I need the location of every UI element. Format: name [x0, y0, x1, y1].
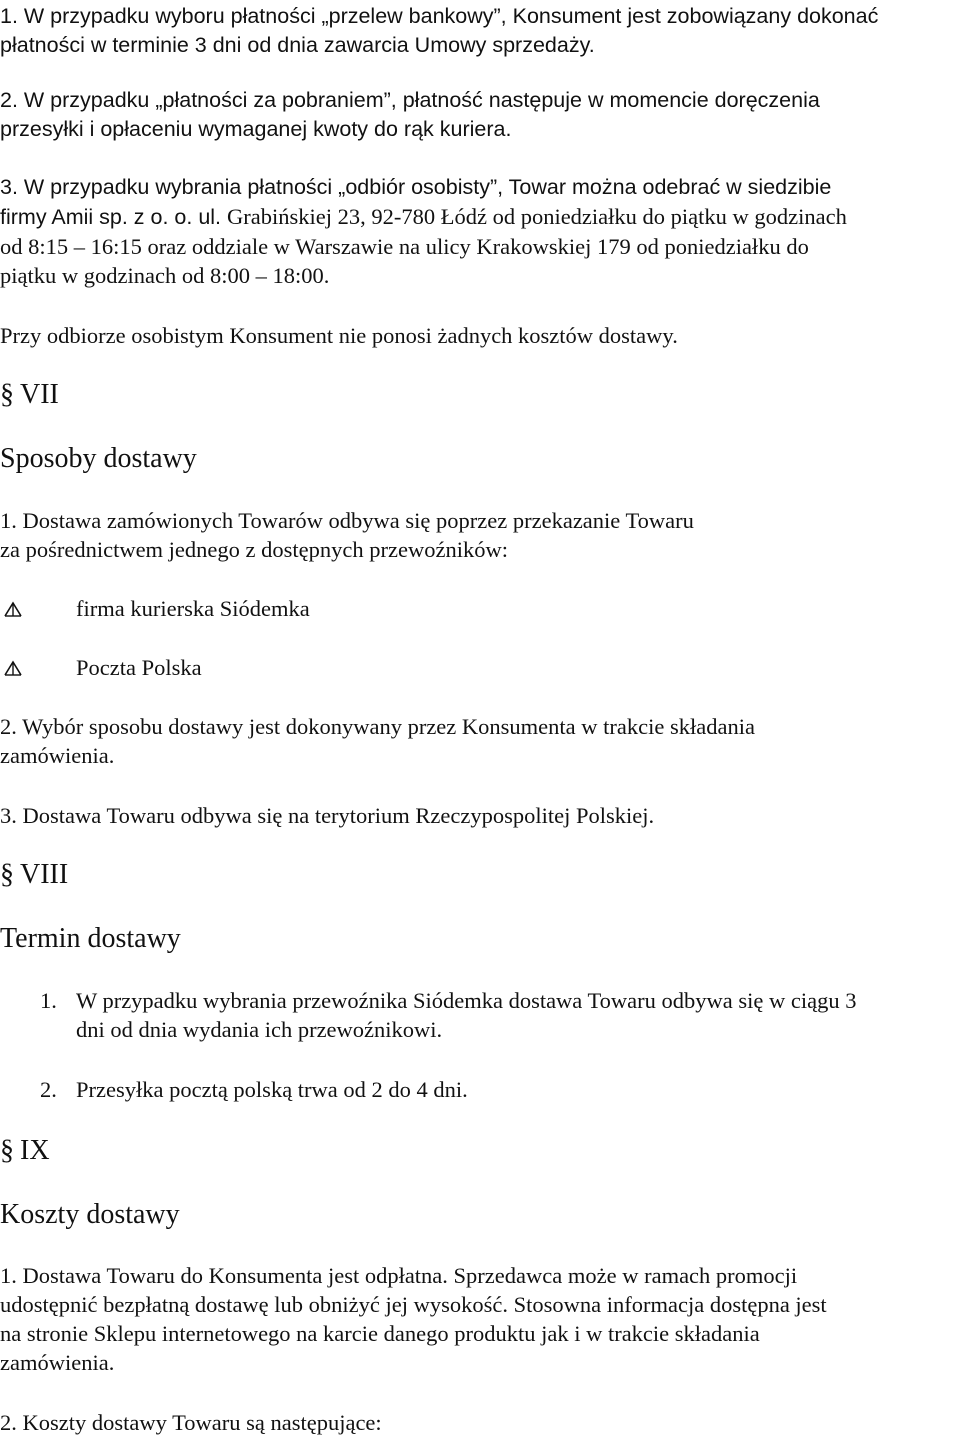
- text-line: 2. W przypadku „płatności za pobraniem”, płatność następuje w momencie doręczenia: [0, 88, 820, 112]
- text-line: dni od dnia wydania ich przewoźnikowi.: [76, 1017, 443, 1042]
- payment-paragraph-4: Przy odbiorze osobistym Konsument nie ponosi żadnych kosztów dostawy.: [0, 323, 678, 348]
- section-marker-ix: [0, 1134, 50, 1168]
- text-line: 1. W przypadku wyboru płatności „przelew bankowy”, Konsument jest zobowiązany dokonać: [0, 4, 879, 28]
- section-marker-vii: [0, 378, 59, 412]
- text-line: 2. Wybór sposobu dostawy jest dokonywany przez Konsumenta w trakcie składania: [0, 714, 755, 739]
- section-symbol: §: [0, 859, 14, 890]
- section-marker-viii: [0, 858, 68, 892]
- text-line: za pośrednictwem jednego z dostępnych przewoźników:: [0, 537, 508, 562]
- text-line: udostępnić bezpłatną dostawę lub obniżyć jej wysokość. Stosowna informacja dostępna jest: [0, 1292, 827, 1317]
- section-number: VII: [20, 379, 59, 410]
- payment-paragraph-3: [0, 173, 960, 290]
- text-line: zamówienia.: [0, 743, 115, 768]
- text-line: zamówienia.: [0, 1350, 115, 1375]
- text-line: od 8:15 – 16:15 oraz oddziale w Warszawie na ulicy Krakowskiej 179 od poniedziałku do: [0, 234, 809, 259]
- text-line: 3. W przypadku wybrania płatności „odbiór osobisty”, Towar można odebrać w siedzibie: [0, 175, 832, 199]
- section-title-vii: Sposoby dostawy: [0, 443, 197, 474]
- item-text: [76, 986, 960, 1044]
- carrier-list-item: [0, 594, 310, 623]
- cost-paragraph-1: [0, 1261, 960, 1377]
- text-span: firmy Amii sp. z o. o. ul.: [0, 205, 227, 229]
- section-symbol: §: [0, 379, 14, 410]
- section-title-ix: Koszty dostawy: [0, 1199, 180, 1230]
- delivery-paragraph-1: [0, 506, 960, 564]
- cost-paragraph-2: 2. Koszty dostawy Towaru są następujące:: [0, 1410, 382, 1435]
- section-number: VIII: [20, 859, 69, 890]
- section-title-viii: Termin dostawy: [0, 923, 181, 954]
- text-line: W przypadku wybrania przewoźnika Siódemka dostawa Towaru odbywa się w ciągu 3: [76, 988, 857, 1013]
- text-line: [0, 202, 960, 232]
- item-number: 1.: [40, 988, 57, 1013]
- caret-bullet-icon: [2, 658, 24, 678]
- delivery-paragraph-3: 3. Dostawa Towaru odbywa się na terytorium Rzeczypospolitej Polskiej.: [0, 803, 655, 828]
- payment-paragraph-1: [0, 2, 960, 60]
- carrier-name: firma kurierska Siódemka: [76, 596, 310, 621]
- carrier-name: Poczta Polska: [76, 655, 202, 680]
- text-span: Grabińskiej 23, 92-780 Łódź od poniedziałku do piątku w godzinach: [227, 204, 847, 229]
- text-line: 1. Dostawa zamówionych Towarów odbywa się poprzez przekazanie Towaru: [0, 508, 694, 533]
- delivery-paragraph-2: [0, 712, 960, 770]
- caret-bullet-icon: [2, 599, 24, 619]
- carrier-list-item: [0, 653, 202, 682]
- section-symbol: §: [0, 1135, 14, 1166]
- text-line: na stronie Sklepu internetowego na karcie danego produktu jak i w trakcie składania: [0, 1321, 760, 1346]
- text-line: piątku w godzinach od 8:00 – 18:00.: [0, 263, 330, 288]
- delivery-term-item: [40, 986, 960, 1044]
- section-number: IX: [20, 1135, 50, 1166]
- item-number: 2.: [40, 1077, 57, 1102]
- delivery-term-item: [40, 1075, 960, 1104]
- text-line: przesyłki i opłaceniu wymaganej kwoty do rąk kuriera.: [0, 117, 512, 141]
- text-line: płatności w terminie 3 dni od dnia zawarcia Umowy sprzedaży.: [0, 33, 595, 57]
- item-text: Przesyłka pocztą polską trwa od 2 do 4 dni.: [76, 1077, 468, 1102]
- payment-paragraph-2: [0, 86, 960, 144]
- text-line: 1. Dostawa Towaru do Konsumenta jest odpłatna. Sprzedawca może w ramach promocji: [0, 1263, 798, 1288]
